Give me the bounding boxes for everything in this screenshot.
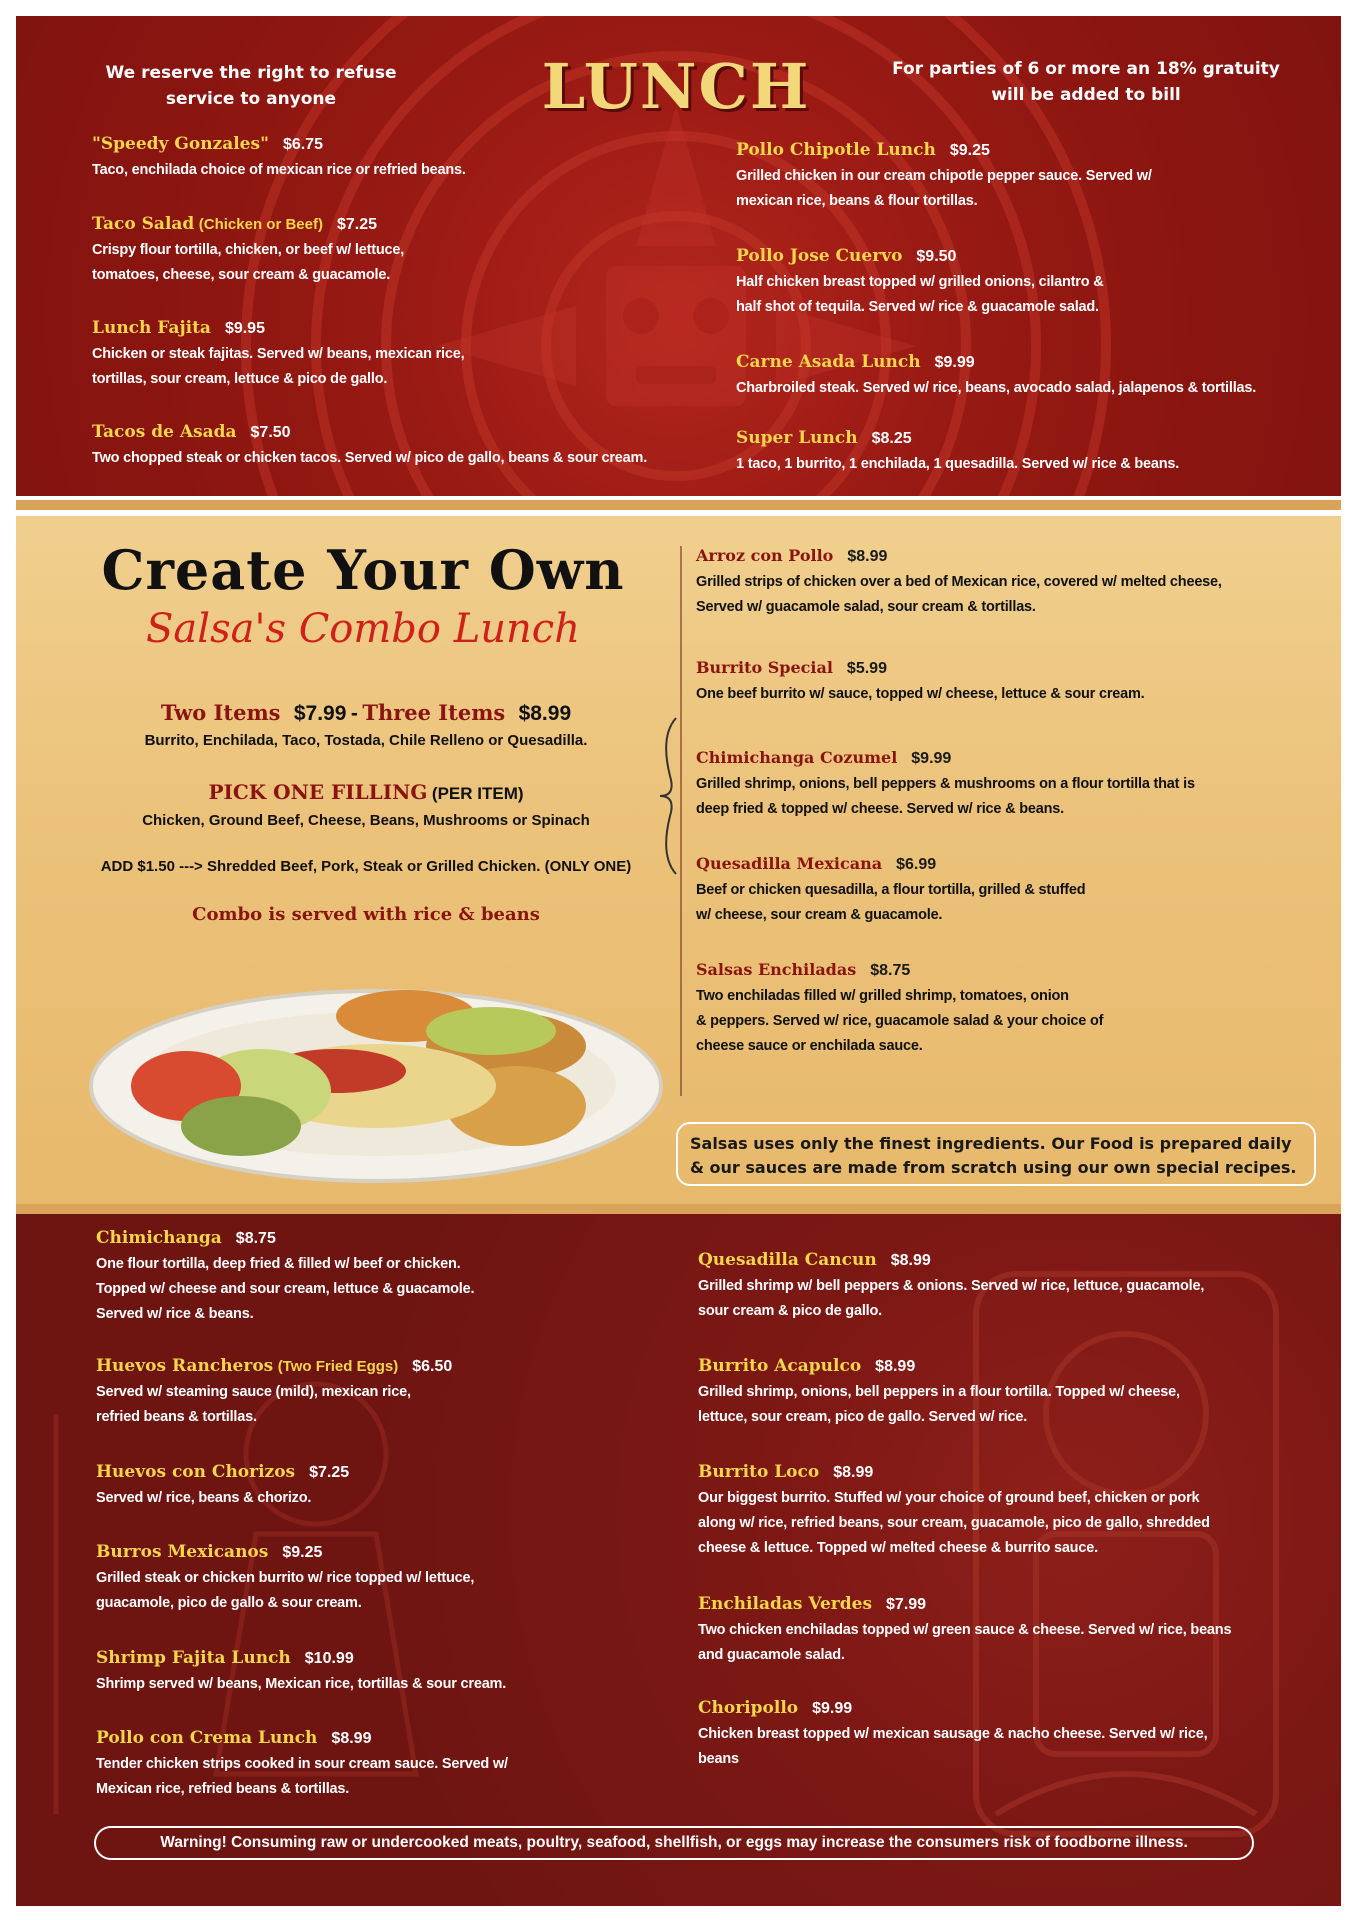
item-name: Chimichanga <box>96 1228 222 1248</box>
item-price: $8.99 <box>331 1730 372 1747</box>
item-name: Huevos con Chorizos <box>96 1462 296 1482</box>
menu-item <box>92 318 464 392</box>
item-price: $6.50 <box>412 1358 453 1375</box>
item-name: "Speedy Gonzales" <box>92 134 269 154</box>
item-price: $6.75 <box>282 136 323 153</box>
item-description: Chicken or steak fajitas. Served w/ beans, mexican rice, tortillas, sour cream, lettuce & pico de gallo. <box>92 346 465 387</box>
menu-item <box>696 960 1103 1059</box>
item-name: Tacos de Asada <box>92 422 237 442</box>
lunch-title: LUNCH <box>541 50 811 123</box>
three-items-price: $8.99 <box>518 702 572 725</box>
item-name: Carne Asada Lunch <box>736 352 921 372</box>
item-description: One beef burrito w/ sauce, topped w/ cheese, lettuce & sour cream. <box>696 686 1145 702</box>
menu-item <box>698 1250 1204 1324</box>
item-price: $9.50 <box>916 248 957 265</box>
item-price: $9.25 <box>949 142 990 159</box>
menu-item <box>696 854 1085 928</box>
item-description: Two chicken enchiladas topped w/ green sauce & cheese. Served w/ rice, beans and guacamole salad. <box>698 1622 1232 1663</box>
item-name: Taco Salad <box>92 214 195 234</box>
item-price: $8.99 <box>847 548 888 565</box>
menu-item <box>696 658 1145 707</box>
item-name: Super Lunch <box>736 428 858 448</box>
lunch-section <box>16 16 1341 496</box>
combo-choices: Burrito, Enchilada, Taco, Tostada, Chile Relleno or Quesadilla. <box>144 732 588 749</box>
section-divider <box>16 1204 1341 1214</box>
item-note: (Chicken or Beef) <box>198 216 323 233</box>
item-price: $9.95 <box>224 320 265 337</box>
combo-pricing <box>56 700 676 726</box>
menu-item <box>96 1648 506 1697</box>
item-name: Quesadilla Cancun <box>698 1250 877 1270</box>
item-price: $7.25 <box>336 216 378 233</box>
item-description: Crispy flour tortilla, chicken, or beef w/ lettuce, tomatoes, cheese, sour cream & guacamole. <box>92 242 405 283</box>
menu-item <box>698 1462 1210 1561</box>
item-price: $10.99 <box>304 1650 354 1667</box>
item-price: $9.99 <box>934 354 975 371</box>
quality-notice: Salsas uses only the finest ingredients. Our Food is prepared daily & our sauces are made from scratch using our own special recipes. <box>690 1134 1297 1177</box>
item-price: $6.99 <box>896 856 937 873</box>
item-description: Two enchiladas filled w/ grilled shrimp, tomatoes, onion & peppers. Served w/ rice, guacamole salad & your choice of cheese sauce or enchilada sauce. <box>696 988 1104 1054</box>
item-description: Grilled chicken in our cream chipotle pepper sauce. Served w/ mexican rice, beans & flour tortillas. <box>736 168 1152 209</box>
menu-item <box>736 140 1152 214</box>
menu-item <box>92 134 466 183</box>
menu-item <box>736 352 1256 401</box>
menu-item <box>96 1228 474 1327</box>
item-name: Arroz con Pollo <box>696 546 834 565</box>
item-price: $7.25 <box>309 1464 350 1481</box>
menu-item <box>92 214 404 288</box>
warning-text: Warning! Consuming raw or undercooked meats, poultry, seafood, shellfish, or eggs may increase the consumers risk of foodborne illness. <box>160 1834 1188 1851</box>
item-name: Huevos Rancheros <box>96 1356 274 1376</box>
item-price: $5.99 <box>846 660 887 677</box>
menu-item <box>96 1356 452 1430</box>
menu-item <box>736 246 1103 320</box>
item-price: $9.25 <box>282 1544 323 1561</box>
item-name: Pollo Chipotle Lunch <box>736 140 936 160</box>
item-name: Salsas Enchiladas <box>696 960 857 979</box>
item-price: $8.75 <box>235 1230 276 1247</box>
filling-options: Chicken, Ground Beef, Cheese, Beans, Mushrooms or Spinach <box>142 812 590 829</box>
item-price: $9.99 <box>812 1700 853 1717</box>
column-divider <box>680 546 682 1096</box>
two-items-label: Two Items <box>160 700 281 725</box>
item-description: Served w/ steaming sauce (mild), mexican rice, refried beans & tortillas. <box>96 1384 411 1425</box>
section-divider <box>16 500 1341 510</box>
filling-heading-note: (PER ITEM) <box>431 784 524 803</box>
item-name: Burrito Acapulco <box>698 1356 862 1376</box>
item-description: 1 taco, 1 burrito, 1 enchilada, 1 quesadilla. Served w/ rice & beans. <box>736 456 1180 472</box>
menu-item <box>92 422 647 471</box>
item-name: Enchiladas Verdes <box>698 1594 873 1614</box>
item-description: Tender chicken strips cooked in sour cream sauce. Served w/ Mexican rice, refried beans & tortillas. <box>96 1756 508 1797</box>
item-name: Burrito Loco <box>698 1462 820 1482</box>
item-price: $8.75 <box>870 962 911 979</box>
item-name: Chimichanga Cozumel <box>696 748 898 767</box>
menu-item <box>696 546 1222 620</box>
item-description: Half chicken breast topped w/ grilled onions, cilantro & half shot of tequila. Served w/ rice & guacamole salad. <box>736 274 1104 315</box>
item-price: $8.25 <box>871 430 912 447</box>
item-description: Shrimp served w/ beans, Mexican rice, tortillas & sour cream. <box>96 1676 507 1692</box>
item-description: Beef or chicken quesadilla, a flour tortilla, grilled & stuffed w/ cheese, sour cream & guacamole. <box>696 882 1086 923</box>
item-description: Our biggest burrito. Stuffed w/ your choice of ground beef, chicken or pork along w/ rice, refried beans, sour cream, guacamole, pico de gallo, shredded cheese & lettuce. Topped w/ melted cheese & burrito sauce. <box>698 1490 1210 1556</box>
item-description: Two chopped steak or chicken tacos. Served w/ pico de gallo, beans & sour cream. <box>92 450 648 466</box>
item-name: Burrito Special <box>696 658 833 677</box>
item-price: $7.50 <box>250 424 291 441</box>
item-description: Grilled shrimp w/ bell peppers & onions. Served w/ rice, lettuce, guacamole, sour cream & pico de gallo. <box>698 1278 1205 1319</box>
menu-page <box>16 16 1341 1906</box>
item-name: Pollo Jose Cuervo <box>736 246 903 266</box>
combo-section <box>16 516 1341 1204</box>
menu-item <box>698 1698 1207 1772</box>
food-safety-warning <box>94 1826 1254 1860</box>
two-items-price: $7.99 <box>293 702 347 725</box>
item-description: Charbroiled steak. Served w/ rice, beans, avocado salad, jalapenos & tortillas. <box>736 380 1257 396</box>
item-name: Pollo con Crema Lunch <box>96 1728 318 1748</box>
item-name: Choripollo <box>698 1698 799 1718</box>
item-price: $7.99 <box>886 1596 927 1613</box>
item-description: Served w/ rice, beans & chorizo. <box>96 1490 312 1506</box>
menu-item <box>736 428 1179 477</box>
filling-heading-text: PICK ONE FILLING <box>208 780 428 804</box>
item-name: Quesadilla Mexicana <box>696 854 883 873</box>
item-description: Grilled shrimp, onions, bell peppers in a flour tortilla. Topped w/ cheese, lettuce, sour cream, pico de gallo. Served w/ rice. <box>698 1384 1180 1425</box>
menu-item <box>696 748 1195 822</box>
menu-item <box>96 1462 349 1511</box>
quality-notice-box <box>676 1122 1316 1186</box>
menu-item <box>698 1594 1231 1668</box>
menu-item <box>96 1542 474 1616</box>
item-description: Grilled shrimp, onions, bell peppers & mushrooms on a flour tortilla that is deep fried & topped w/ cheese. Served w/ rice & beans. <box>696 776 1195 817</box>
item-description: One flour tortilla, deep fried & filled w/ beef or chicken. Topped w/ cheese and sour cream, lettuce & guacamole. Served w/ rice & beans. <box>96 1256 475 1322</box>
gratuity-notice: For parties of 6 or more an 18% gratuity will be added to bill <box>892 59 1280 105</box>
item-price: $8.99 <box>890 1252 931 1269</box>
menu-item <box>698 1356 1180 1430</box>
create-your-own-title: Create Your Own <box>101 538 625 602</box>
item-price: $8.99 <box>875 1358 916 1375</box>
filling-heading <box>56 780 676 804</box>
item-price: $8.99 <box>833 1464 874 1481</box>
item-name: Lunch Fajita <box>92 318 211 338</box>
combo-plate-image <box>76 976 666 1186</box>
combo-subtitle: Salsa's Combo Lunch <box>146 606 580 652</box>
three-items-label: Three Items <box>362 700 506 725</box>
item-description: Taco, enchilada choice of mexican rice or refried beans. <box>92 162 466 178</box>
filling-addon: ADD $1.50 ---> Shredded Beef, Pork, Steak or Grilled Chicken. (ONLY ONE) <box>100 858 632 875</box>
menu-item <box>96 1728 508 1802</box>
item-description: Grilled steak or chicken burrito w/ rice topped w/ lettuce, guacamole, pico de gallo & sour cream. <box>96 1570 475 1611</box>
refuse-service-notice: We reserve the right to refuse service to anyone <box>105 63 397 109</box>
item-description: Chicken breast topped w/ mexican sausage & nacho cheese. Served w/ rice, beans <box>698 1726 1208 1767</box>
item-description: Grilled strips of chicken over a bed of Mexican rice, covered w/ melted cheese, Served w/ guacamole salad, sour cream & tortillas. <box>696 574 1222 615</box>
item-name: Shrimp Fajita Lunch <box>96 1648 291 1668</box>
price-separator: - <box>350 702 358 725</box>
item-name: Burros Mexicanos <box>96 1542 269 1562</box>
combo-served-note <box>56 904 676 925</box>
combo-served-text: Combo is served with rice & beans <box>192 904 540 925</box>
specials-section <box>16 1214 1341 1906</box>
item-note: (Two Fried Eggs) <box>277 1358 399 1375</box>
item-price: $9.99 <box>911 750 952 767</box>
